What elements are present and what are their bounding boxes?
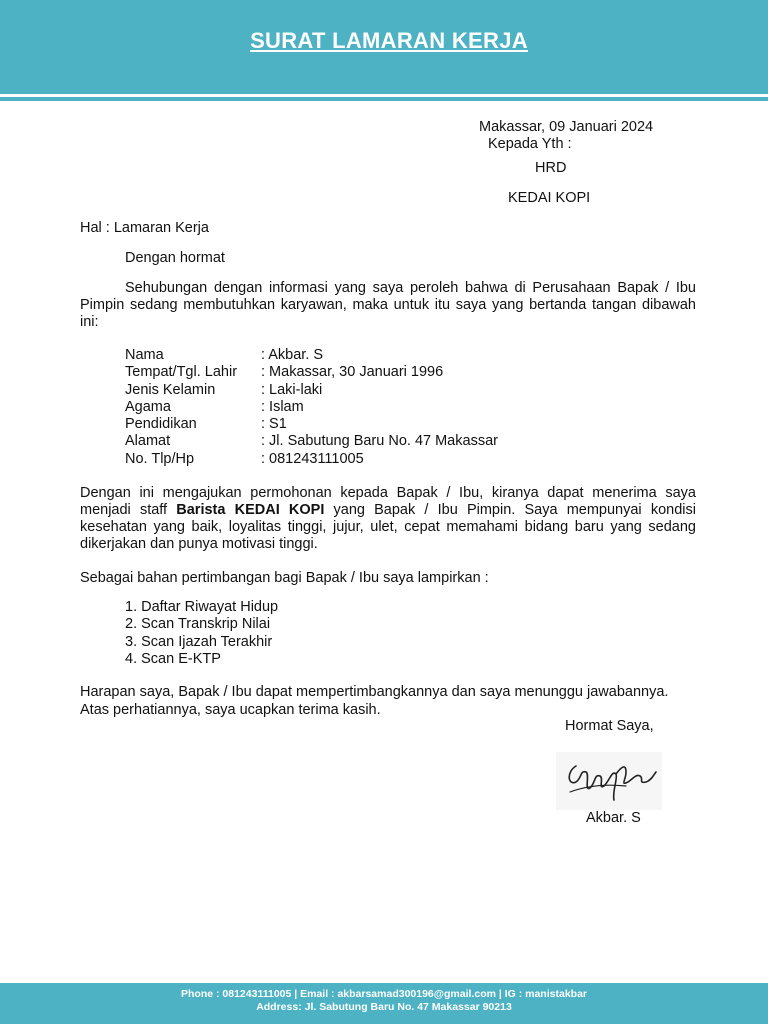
to-label: Kepada Yth : <box>488 136 572 152</box>
attachment-item: 4. Scan E-KTP <box>125 650 221 667</box>
detail-value: : Akbar. S <box>261 347 324 363</box>
position-name: Barista KEDAI KOPI <box>176 502 325 518</box>
intro-first-line: Sehubungan dengan informasi yang saya peroleh bahwa di Perusahaan Bapak / Ibu <box>125 280 696 296</box>
letter-title: SURAT LAMARAN KERJA <box>250 28 528 53</box>
detail-row <box>125 416 498 433</box>
greeting: Dengan hormat <box>125 250 225 266</box>
detail-value: : 081243111005 <box>261 450 364 467</box>
detail-value: : Laki-laki <box>261 381 323 398</box>
body-post: yang Bapak / Ibu Pimpin. Saya mempunyai kondisi kesehatan yang baik, loyalitas tinggi, jujur, ulet, cepat memahami bidang baru yang sedang dikerjakan dan punya motivasi tinggi. <box>80 502 696 552</box>
detail-value: : Makassar, 30 Januari 1996 <box>261 364 444 381</box>
detail-value: : S1 <box>261 416 287 433</box>
footer-address: Address: Jl. Sabutung Baru No. 47 Makassar 90213 <box>256 1000 512 1013</box>
application-paragraph <box>80 485 696 553</box>
signer-name: Akbar. S <box>586 810 641 826</box>
detail-label: Jenis Kelamin <box>125 381 216 398</box>
header-divider <box>0 97 768 101</box>
signature-image <box>556 752 662 810</box>
detail-row <box>125 347 498 364</box>
detail-label: Agama <box>125 398 171 415</box>
company-name: KEDAI KOPI <box>508 190 591 206</box>
attachments-list <box>125 599 278 668</box>
footer-band <box>0 983 768 1024</box>
subject-line: Hal : Lamaran Kerja <box>80 220 209 236</box>
detail-value: : Islam <box>261 398 304 415</box>
footer-contact: Phone : 081243111005 | Email : akbarsamad300196@gmail.com | IG : manistakbar <box>181 988 587 1000</box>
intro-paragraph <box>80 280 696 331</box>
recipient: HRD <box>535 160 567 176</box>
regards: Hormat Saya, <box>565 718 654 734</box>
detail-value: : Jl. Sabutung Baru No. 47 Makassar <box>261 433 498 450</box>
closing-line-1: Harapan saya, Bapak / Ibu dapat mempertimbangkannya dan saya menunggu jawabannya. <box>80 684 669 700</box>
place-date: Makassar, 09 Januari 2024 <box>479 119 654 135</box>
attachment-item: 1. Daftar Riwayat Hidup <box>125 599 279 615</box>
intro-rest: Pimpin sedang membutuhkan karyawan, maka untuk itu saya yang bertanda tangan dibawah ini: <box>80 297 696 330</box>
closing-line-2: Atas perhatiannya, saya ucapkan terima kasih. <box>80 702 381 718</box>
detail-row <box>125 364 498 381</box>
attachment-item: 3. Scan Ijazah Terakhir <box>125 633 273 650</box>
body-pre: Dengan ini mengajukan permohonan kepada Bapak / Ibu, kiranya dapat menerima saya menjadi staff <box>80 485 696 518</box>
detail-row <box>125 382 498 399</box>
detail-label: Alamat <box>125 433 171 450</box>
detail-label: Nama <box>125 347 164 363</box>
detail-label: Tempat/Tgl. Lahir <box>125 364 238 381</box>
personal-details-table <box>125 347 498 468</box>
detail-row <box>125 433 498 450</box>
detail-row <box>125 451 498 468</box>
attachment-item: 2. Scan Transkrip Nilai <box>125 616 271 633</box>
detail-label: No. Tlp/Hp <box>125 450 195 467</box>
detail-row <box>125 399 498 416</box>
attachments-intro: Sebagai bahan pertimbangan bagi Bapak / Ibu saya lampirkan : <box>80 570 489 586</box>
detail-label: Pendidikan <box>125 416 197 433</box>
